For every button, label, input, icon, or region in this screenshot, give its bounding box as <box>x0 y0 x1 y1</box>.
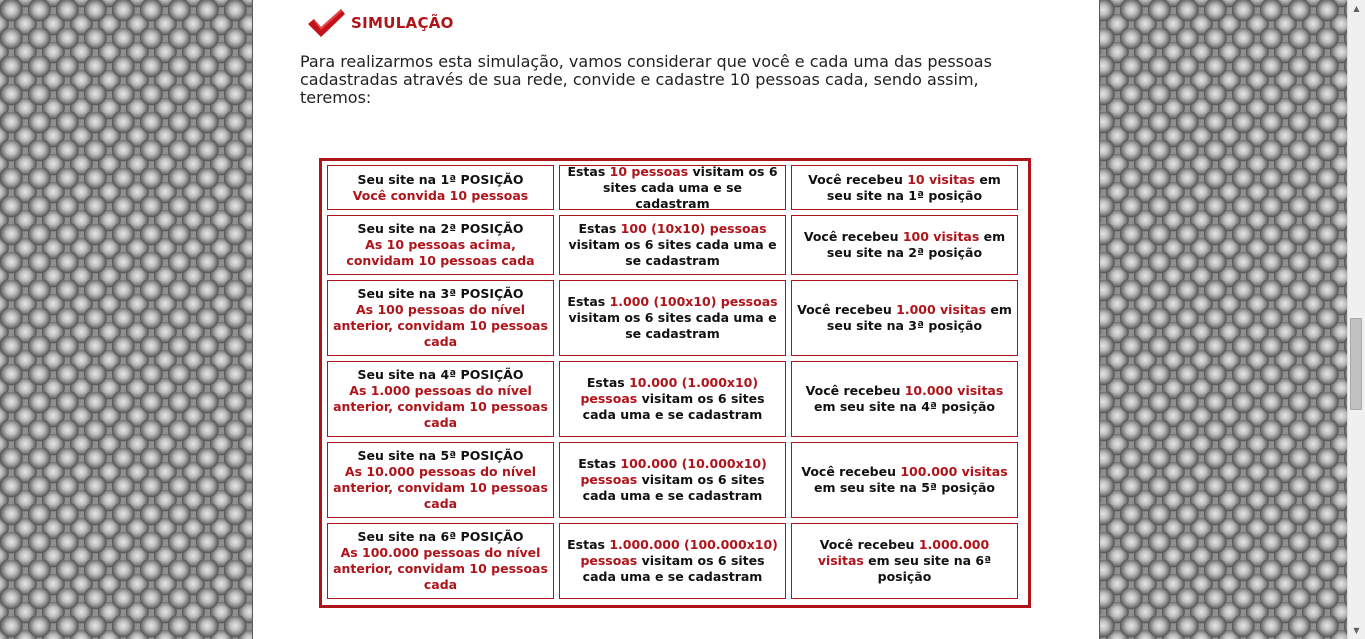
cell-text: visitam os 6 sites cada uma e se cadastram <box>582 391 765 422</box>
cell-text: Estas <box>578 221 621 236</box>
cell-text: visitam os 6 sites cada uma e se cadastram <box>602 163 778 211</box>
cell-text: visitam os 6 sites cada uma e se cadastram <box>582 553 765 584</box>
cell-text: visitam os 6 sites cada uma e se cadastram <box>568 237 777 268</box>
cell-text: Seu site na 6ª POSIÇÃO <box>357 529 524 544</box>
visits-cell <box>791 215 1018 275</box>
cell-text: Você recebeu <box>808 171 908 187</box>
cell-text: Estas <box>578 456 621 471</box>
cell-text: 10 pessoas <box>609 163 689 179</box>
cell-text: As 100.000 pessoas do nível anterior, convidam 10 pessoas cada <box>333 545 548 592</box>
visits-cell <box>791 361 1018 437</box>
visitors-cell <box>559 523 786 599</box>
cell-text: As 100 pessoas do nível anterior, convidam 10 pessoas cada <box>333 302 548 349</box>
content-page <box>252 0 1100 639</box>
cell-text: em seu site na 5ª posição <box>813 480 996 495</box>
position-cell <box>327 442 554 518</box>
cell-text: em seu site na 4ª posição <box>813 399 996 414</box>
cell-text: Você recebeu <box>819 537 919 552</box>
visitors-cell <box>559 165 786 210</box>
visits-cell <box>791 280 1018 356</box>
scroll-up-arrow-icon[interactable]: ▲ <box>1353 4 1360 13</box>
cell-text: em seu site na 6ª posição <box>863 553 992 584</box>
cell-text: 10 visitas <box>907 171 975 187</box>
position-cell <box>327 523 554 599</box>
scroll-thumb[interactable] <box>1350 318 1362 410</box>
cell-text: em seu site na 3ª posição <box>826 302 1012 333</box>
cell-text: 1.000 (100x10) pessoas <box>609 294 778 309</box>
cell-text: Você recebeu <box>805 383 905 398</box>
cell-text: 1.000.000 (100.000x10) pessoas <box>580 537 778 568</box>
cell-text: Você recebeu <box>801 464 901 479</box>
cell-text: Estas <box>586 375 630 390</box>
cell-text: Seu site na 3ª POSIÇÃO <box>357 286 524 301</box>
visitors-cell <box>559 280 786 356</box>
position-cell <box>327 280 554 356</box>
cell-text: 1.000 visitas <box>896 302 987 317</box>
position-cell <box>327 215 554 275</box>
cell-text: Você recebeu <box>797 302 897 317</box>
simulation-table <box>319 158 1031 608</box>
intro-paragraph: Para realizarmos esta simulação, vamos considerar que você e cada uma das pessoas cadastradas através de sua rede, convide e cadastre 10 pessoas cada, sendo assim, teremos: <box>300 52 992 107</box>
cell-text: Você convida 10 pessoas <box>352 187 529 203</box>
cell-text: visitam os 6 sites cada uma e se cadastram <box>582 472 765 503</box>
cell-text: 10.000 visitas <box>904 383 1004 398</box>
cell-text: 100.000 (10.000x10) pessoas <box>580 456 767 487</box>
vertical-scrollbar[interactable] <box>1347 0 1365 639</box>
cell-text: 100.000 visitas <box>900 464 1008 479</box>
visitors-cell <box>559 442 786 518</box>
cell-text: As 10 pessoas acima, convidam 10 pessoas cada <box>346 237 535 268</box>
cell-text: em seu site na 1ª posição <box>826 171 1001 203</box>
cell-text: Seu site na 1ª POSIÇÃO <box>357 171 524 187</box>
visits-cell <box>791 442 1018 518</box>
cell-text: 1.000.000 visitas <box>817 537 990 568</box>
position-cell <box>327 361 554 437</box>
cell-text: Seu site na 4ª POSIÇÃO <box>357 367 524 382</box>
cell-text: Estas <box>567 294 610 309</box>
visits-cell <box>791 523 1018 599</box>
cell-text: Você recebeu <box>803 229 903 244</box>
scroll-down-arrow-icon[interactable]: ▼ <box>1353 626 1360 635</box>
section-heading <box>305 6 454 40</box>
cell-text: 100 (10x10) pessoas <box>620 221 767 236</box>
checkmark-icon <box>305 7 347 39</box>
cell-text: Seu site na 5ª POSIÇÃO <box>357 448 524 463</box>
cell-text: 100 visitas <box>902 229 980 244</box>
visitors-cell <box>559 215 786 275</box>
visits-cell <box>791 165 1018 210</box>
visitors-cell <box>559 361 786 437</box>
cell-text: As 10.000 pessoas do nível anterior, convidam 10 pessoas cada <box>333 464 548 511</box>
cell-text: em seu site na 2ª posição <box>826 229 1006 260</box>
cell-text: 10.000 (1.000x10) pessoas <box>580 375 759 406</box>
cell-text: As 1.000 pessoas do nível anterior, convidam 10 pessoas cada <box>333 383 548 430</box>
position-cell <box>327 165 554 210</box>
cell-text: Seu site na 2ª POSIÇÃO <box>357 221 524 236</box>
cell-text: Estas <box>567 537 610 552</box>
cell-text: Estas <box>567 163 610 179</box>
cell-text: visitam os 6 sites cada uma e se cadastram <box>568 310 777 341</box>
section-title: SIMULAÇÃO <box>351 14 454 32</box>
